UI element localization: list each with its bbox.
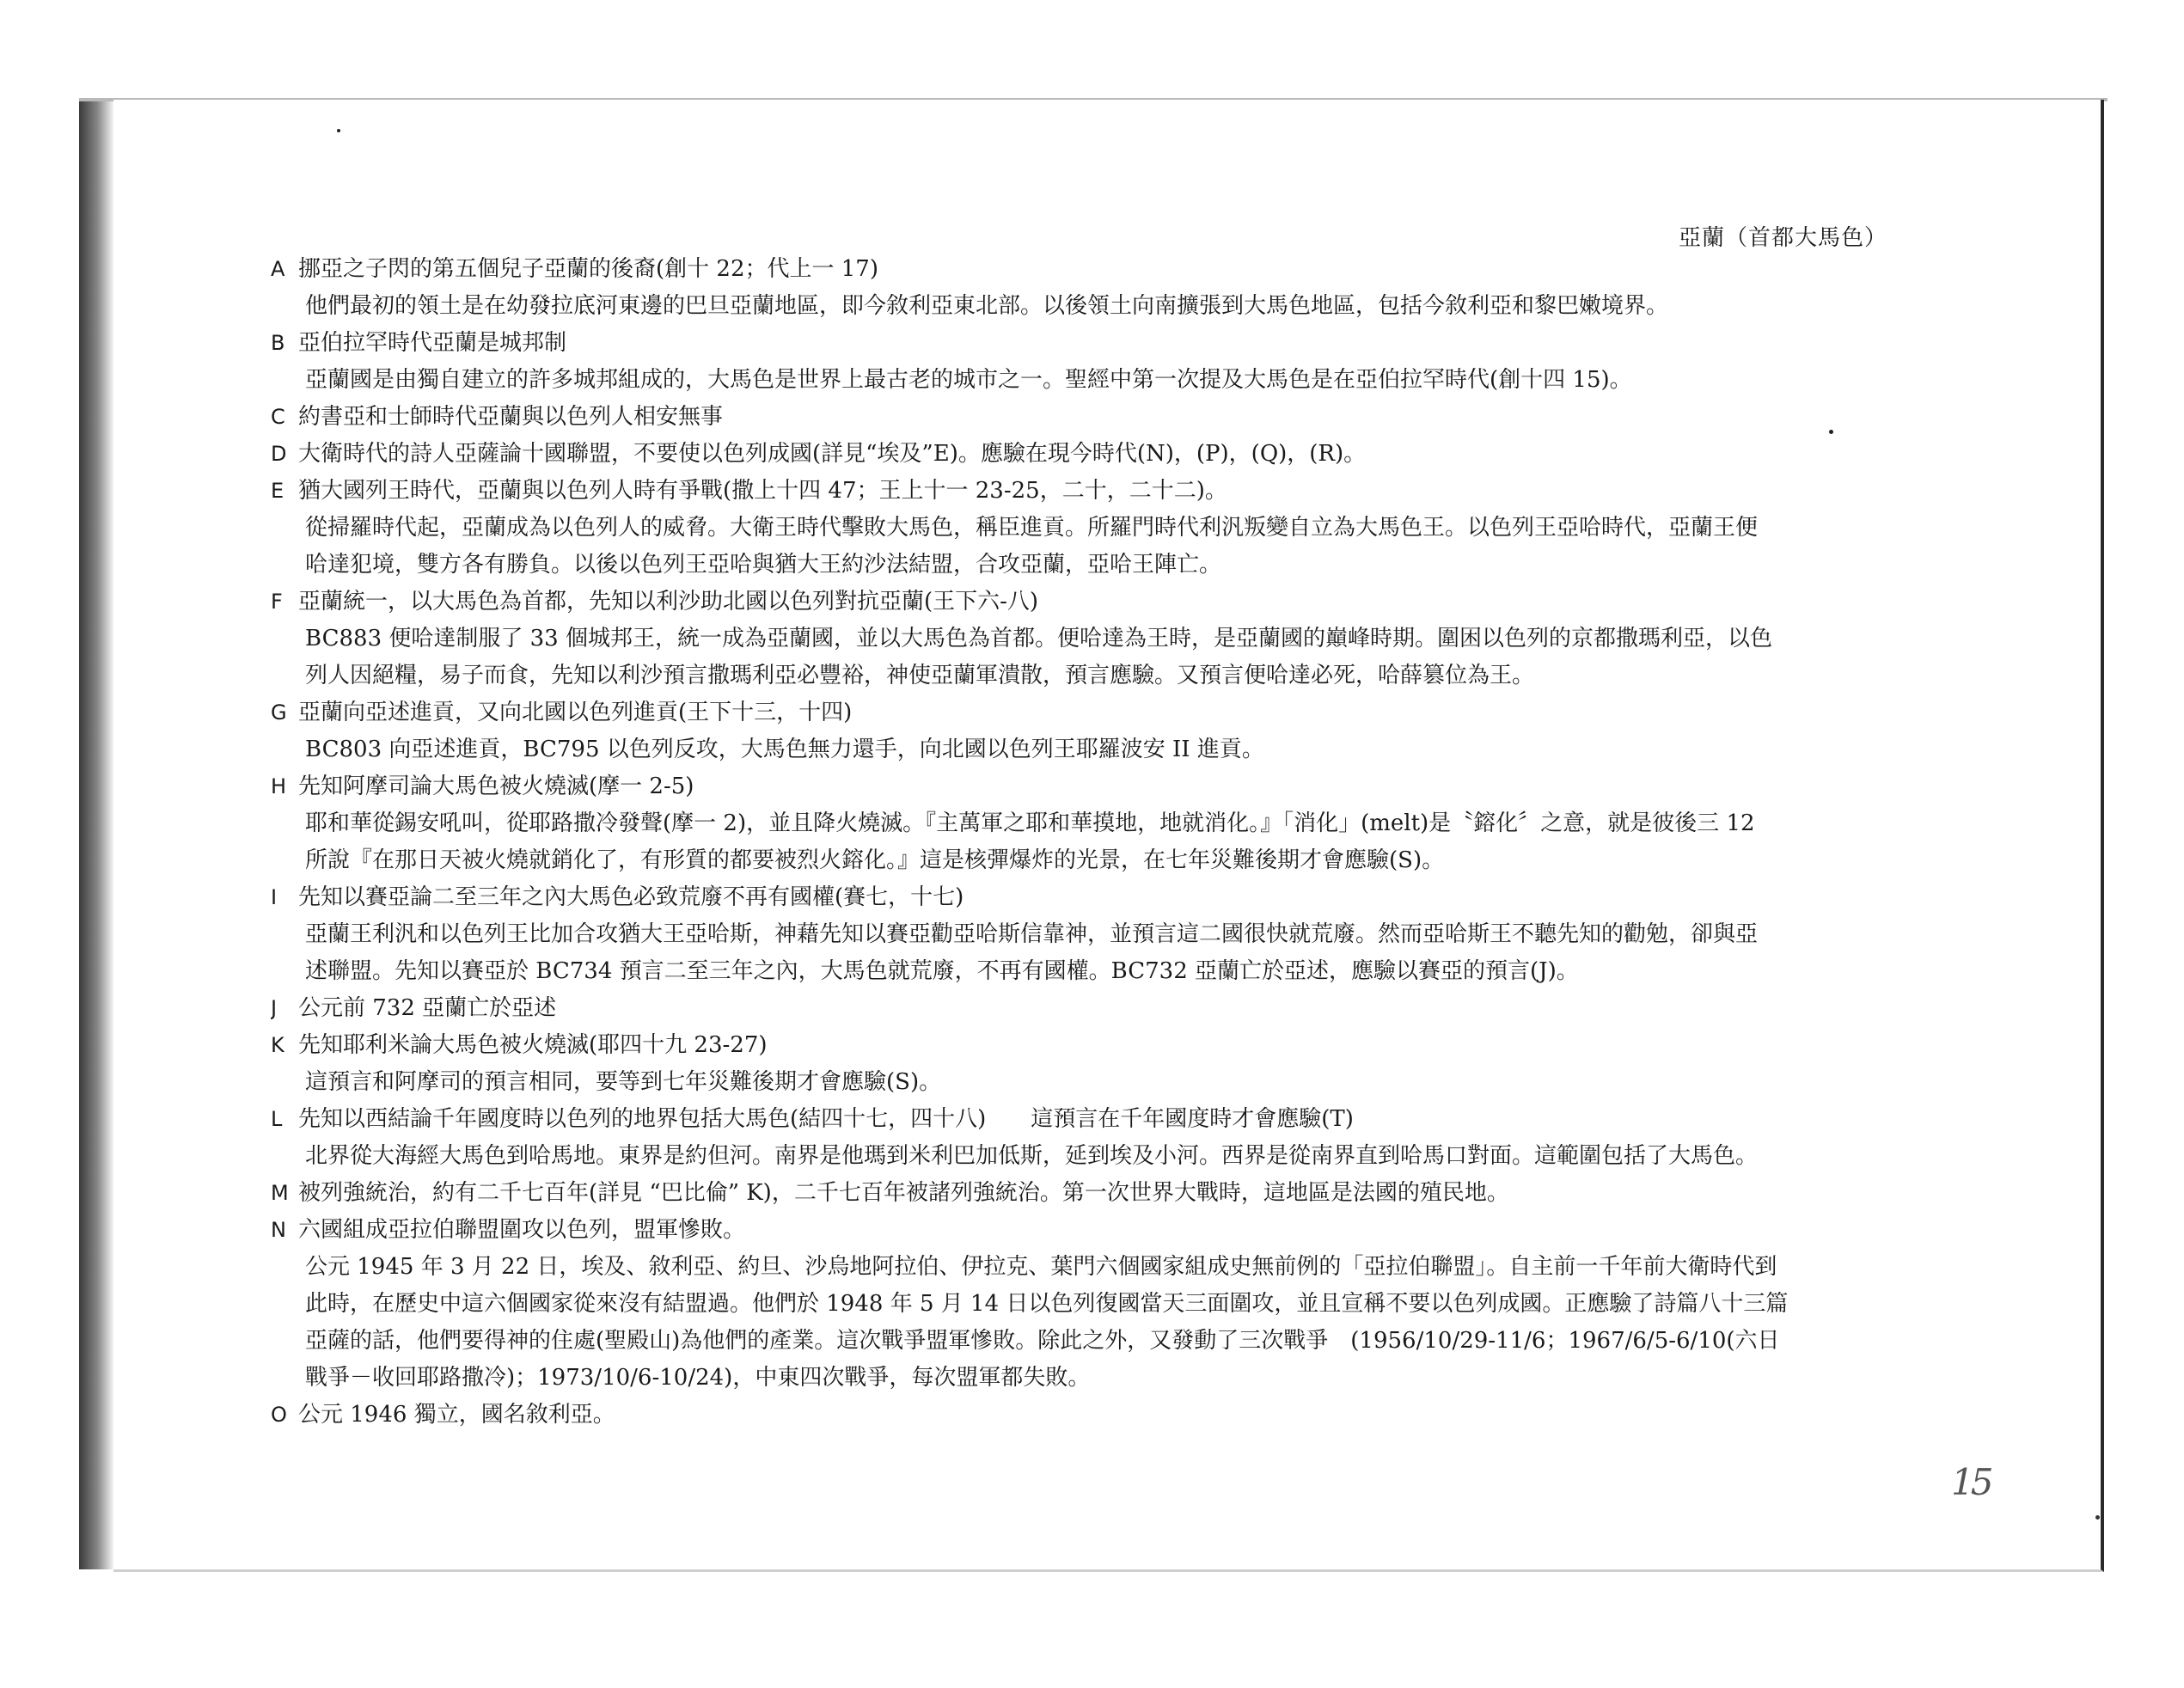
list-item — [271, 473, 1887, 584]
entry-heading-line — [271, 1212, 1887, 1249]
list-item — [271, 399, 1887, 436]
entry-heading: 先知以西結論千年國度時以色列的地界包括大馬色(結四十七，四十八) 這預言在千年國度時才會應驗(T) — [298, 1106, 1354, 1132]
entry-body-line: BC803 向亞述進貢，BC795 以色列反攻，大馬色無力還手，向北國以色列王耶羅波安 II 進貢。 — [305, 737, 1264, 762]
entry-list — [271, 251, 1887, 1434]
entry-heading: 亞蘭向亞述進貢，又向北國以色列進貢(王下十三，十四) — [298, 700, 853, 725]
entry-heading: 公元 1946 獨立，國名敘利亞。 — [298, 1402, 615, 1428]
entry-body-line: 亞蘭王利汎和以色列王比加合攻猶大王亞哈斯，神藉先知以賽亞勸亞哈斯信靠神，並預言這二國很快就荒廢。然而亞哈斯王不聽先知的勸勉，卻與亞 — [305, 921, 1759, 947]
entry-letter: G — [271, 700, 287, 725]
list-item — [271, 879, 1887, 990]
entry-heading: 先知以賽亞論二至三年之內大馬色必致荒廢不再有國權(賽七，十七) — [298, 884, 964, 910]
page-title: 亞蘭（首都大馬色） — [1678, 225, 1887, 251]
entry-letter: B — [271, 331, 285, 355]
entry-body-line: 他們最初的領土是在幼發拉底河東邊的巴旦亞蘭地區，即今敘利亞東北部。以後領土向南擴張到大馬色地區，包括今敘利亞和黎巴嫩境界。 — [305, 293, 1669, 319]
entry-body-line: 耶和華從錫安吼叫，從耶路撒冷發聲(摩一 2)，並且降火燒滅。『主萬軍之耶和華摸地，地就消化。』「消化」(melt)是〝鎔化〞之意，就是彼後三 12 — [305, 810, 1755, 836]
list-item — [271, 1175, 1887, 1212]
list-item — [271, 251, 1887, 325]
list-item — [271, 584, 1887, 694]
scan-shadow-left — [79, 100, 113, 1569]
list-item — [271, 436, 1887, 473]
entry-heading: 先知耶利米論大馬色被火燒滅(耶四十九 23-27) — [298, 1032, 768, 1058]
list-item — [271, 1397, 1887, 1434]
entry-heading-line — [271, 1397, 1887, 1434]
entry-heading-line — [271, 473, 1887, 510]
list-item — [271, 1027, 1887, 1101]
entry-body-line: 列人因絕糧，易子而食，先知以利沙預言撒瑪利亞必豐裕，神使亞蘭軍潰散，預言應驗。又預言便哈達必死，哈薛篡位為王。 — [305, 663, 1535, 688]
entry-heading: 亞蘭統一，以大馬色為首都，先知以利沙助北國以色列對抗亞蘭(王下六-八) — [298, 589, 1039, 615]
entry-letter: L — [271, 1107, 283, 1131]
entry-heading-line — [271, 251, 1887, 288]
entry-heading: 挪亞之子閃的第五個兒子亞蘭的後裔(創十 22；代上一 17) — [298, 256, 878, 282]
entry-heading-line — [271, 879, 1887, 916]
scan-speck — [2095, 1515, 2100, 1520]
entry-body-line: 這預言和阿摩司的預言相同，要等到七年災難後期才會應驗(S)。 — [305, 1069, 942, 1095]
entry-heading-line — [271, 399, 1887, 436]
entry-body-line: 所說『在那日天被火燒就銷化了，有形質的都要被烈火鎔化。』這是核彈爆炸的光景，在七年災難後期才會應驗(S)。 — [305, 847, 1445, 873]
entry-heading-line — [271, 1101, 1887, 1138]
entry-body-line: BC883 便哈達制服了 33 個城邦王，統一成為亞蘭國，並以大馬色為首都。便哈達為王時，是亞蘭國的巔峰時期。圍困以色列的京都撒瑪利亞，以色 — [305, 626, 1772, 651]
scan-speck — [337, 129, 340, 132]
entry-heading: 先知阿摩司論大馬色被火燒滅(摩一 2-5) — [298, 774, 694, 799]
entry-letter: C — [271, 405, 285, 429]
list-item — [271, 990, 1887, 1027]
entry-body-line: 哈達犯境，雙方各有勝負。以後以色列王亞哈與猶大王約沙法結盟，合攻亞蘭，亞哈王陣亡。 — [305, 552, 1222, 578]
entry-heading: 公元前 732 亞蘭亡於亞述 — [298, 995, 557, 1021]
entry-heading: 六國組成亞拉伯聯盟圍攻以色列，盟軍慘敗。 — [298, 1217, 746, 1243]
entry-letter: M — [271, 1181, 289, 1205]
entry-heading: 猶大國列王時代，亞蘭與以色列人時有爭戰(撒上十四 47；王上十一 23-25，二十，二十二)。 — [298, 478, 1227, 504]
entry-heading: 亞伯拉罕時代亞蘭是城邦制 — [298, 330, 567, 356]
entry-heading-line — [271, 325, 1887, 362]
entry-letter: N — [271, 1218, 286, 1242]
entry-body-line: 此時，在歷史中這六個國家從來沒有結盟過。他們於 1948 年 5 月 14 日以色列復國當天三面圍攻，並且宣稱不要以色列成國。正應驗了詩篇八十三篇 — [305, 1291, 1789, 1317]
entry-body-line: 亞蘭國是由獨自建立的許多城邦組成的，大馬色是世界上最古老的城市之一。聖經中第一次提及大馬色是在亞伯拉罕時代(創十四 15)。 — [305, 367, 1632, 393]
entry-letter: A — [271, 257, 285, 281]
entry-heading: 被列強統治，約有二千七百年(詳見 “巴比倫” K)，二千七百年被諸列強統治。第一次世界大戰時，這地區是法國的殖民地。 — [298, 1180, 1509, 1206]
entry-letter: F — [271, 590, 283, 614]
entry-heading-line — [271, 1027, 1887, 1064]
entry-heading-line — [271, 584, 1887, 621]
entry-body-line: 公元 1945 年 3 月 22 日，埃及、敘利亞、約旦、沙烏地阿拉伯、伊拉克、葉門六個國家組成史無前例的「亞拉伯聯盟」。自主前一千年前大衛時代到 — [305, 1254, 1777, 1280]
entry-letter: K — [271, 1033, 284, 1057]
entry-heading-line — [271, 694, 1887, 731]
entry-heading-line — [271, 990, 1887, 1027]
list-item — [271, 1101, 1887, 1175]
entry-heading: 大衛時代的詩人亞薩論十國聯盟，不要使以色列成國(詳見“埃及”E)。應驗在現今時代(N)，(P)，(Q)，(R)。 — [298, 441, 1367, 467]
entry-heading-line — [271, 1175, 1887, 1212]
entry-letter: O — [271, 1403, 287, 1427]
handwritten-page-number: 15 — [1951, 1461, 1991, 1503]
entry-letter: I — [271, 885, 278, 909]
entry-letter: H — [271, 774, 287, 798]
entry-heading: 約書亞和士師時代亞蘭與以色列人相安無事 — [298, 404, 724, 430]
entry-heading-line — [271, 768, 1887, 805]
entry-letter: J — [271, 996, 278, 1020]
entry-body-line: 北界從大海經大馬色到哈馬地。東界是約但河。南界是他瑪到米利巴加低斯，延到埃及小河。西界是從南界直到哈馬口對面。這範圍包括了大馬色。 — [305, 1143, 1759, 1169]
entry-letter: E — [271, 479, 284, 503]
list-item — [271, 325, 1887, 399]
entry-letter: D — [271, 442, 287, 466]
entry-body-line: 從掃羅時代起，亞蘭成為以色列人的威脅。大衛王時代擊敗大馬色，稱臣進貢。所羅門時代利汎叛變自立為大馬色王。以色列王亞哈時代，亞蘭王便 — [305, 515, 1759, 541]
entry-body-line: 亞薩的話，他們要得神的住處(聖殿山)為他們的產業。這次戰爭盟軍慘敗。除此之外，又發動了三次戰爭 (1956/10/29-11/6；1967/6/5-6/10(六日 — [305, 1328, 1780, 1354]
list-item — [271, 1212, 1887, 1397]
list-item — [271, 768, 1887, 879]
list-item — [271, 694, 1887, 768]
entry-heading-line — [271, 436, 1887, 473]
entry-body-line: 述聯盟。先知以賽亞於 BC734 預言二至三年之內，大馬色就荒廢，不再有國權。BC732 亞蘭亡於亞述，應驗以賽亞的預言(J)。 — [305, 958, 1579, 984]
entry-body-line: 戰爭－收回耶路撒冷)；1973/10/6-10/24)，中東四次戰爭，每次盟軍都失敗。 — [305, 1365, 1091, 1391]
